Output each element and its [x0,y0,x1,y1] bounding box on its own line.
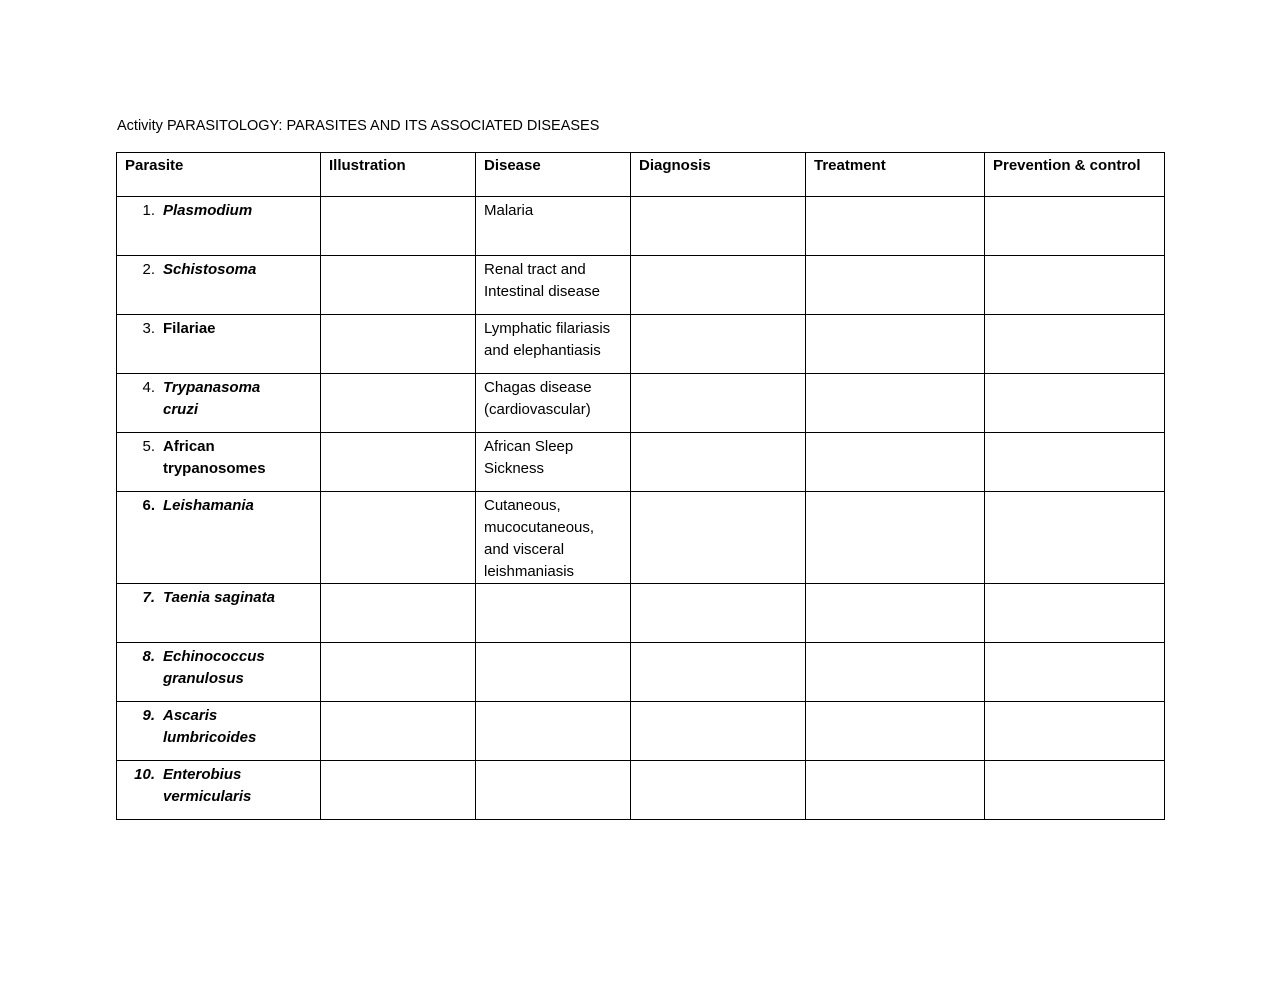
parasite-name: Leishamania [163,497,254,514]
row-number: 4. [142,379,155,396]
table-row [117,433,1165,492]
table-row [117,584,1165,643]
illustration-cell[interactable] [321,197,476,256]
parasite-cell [117,197,321,256]
header-illustration: Illustration [321,153,476,197]
row-number: 5. [142,438,155,455]
table-row [117,315,1165,374]
diagnosis-cell[interactable] [631,374,806,433]
disease-cell: Lymphatic filariasis and elephantiasis [476,315,631,374]
treatment-cell[interactable] [806,374,985,433]
treatment-cell[interactable] [806,197,985,256]
parasite-name: Plasmodium [163,202,253,219]
header-parasite: Parasite [117,153,321,197]
prevention-cell[interactable] [985,433,1165,492]
table-row [117,643,1165,702]
disease-cell: African Sleep Sickness [476,433,631,492]
parasite-name: Taenia saginata [163,589,275,606]
table-row [117,702,1165,761]
header-prevention: Prevention & control [985,153,1165,197]
treatment-cell[interactable] [806,492,985,584]
parasite-cell [117,643,321,702]
parasite-cell [117,374,321,433]
prevention-cell[interactable] [985,584,1165,643]
document-title: Activity PARASITOLOGY: PARASITES AND ITS ASSOCIATED DISEASES [117,118,600,134]
disease-cell[interactable] [476,761,631,820]
diagnosis-cell[interactable] [631,256,806,315]
parasite-cell [117,315,321,374]
row-number: 10. [134,766,155,783]
disease-cell[interactable] [476,643,631,702]
header-row [117,153,1165,197]
parasite-table [116,152,1165,820]
parasite-name: Schistosoma [163,261,257,278]
treatment-cell[interactable] [806,702,985,761]
disease-cell: Malaria [476,197,631,256]
header-disease: Disease [476,153,631,197]
diagnosis-cell[interactable] [631,761,806,820]
row-number: 2. [142,261,155,278]
parasite-cell [117,761,321,820]
illustration-cell[interactable] [321,256,476,315]
parasite-cell [117,702,321,761]
treatment-cell[interactable] [806,256,985,315]
table-row [117,197,1165,256]
disease-cell: Renal tract and Intestinal disease [476,256,631,315]
header-diagnosis: Diagnosis [631,153,806,197]
illustration-cell[interactable] [321,374,476,433]
disease-cell: Chagas disease (cardiovascular) [476,374,631,433]
parasite-cell [117,433,321,492]
prevention-cell[interactable] [985,761,1165,820]
illustration-cell[interactable] [321,643,476,702]
diagnosis-cell[interactable] [631,433,806,492]
parasite-cell [117,584,321,643]
diagnosis-cell[interactable] [631,702,806,761]
row-number: 3. [142,320,155,337]
prevention-cell[interactable] [985,374,1165,433]
row-number: 1. [142,202,155,219]
row-number: 9. [142,707,155,724]
disease-cell[interactable] [476,702,631,761]
parasite-name: Ascaris lumbricoides [163,707,257,746]
treatment-cell[interactable] [806,761,985,820]
treatment-cell[interactable] [806,315,985,374]
row-number: 8. [142,648,155,665]
parasite-cell [117,492,321,584]
treatment-cell[interactable] [806,643,985,702]
diagnosis-cell[interactable] [631,643,806,702]
illustration-cell[interactable] [321,702,476,761]
prevention-cell[interactable] [985,492,1165,584]
row-number: 7. [142,589,155,606]
prevention-cell[interactable] [985,643,1165,702]
diagnosis-cell[interactable] [631,197,806,256]
table-row [117,374,1165,433]
parasite-cell [117,256,321,315]
illustration-cell[interactable] [321,584,476,643]
parasite-name: African trypanosomes [163,438,266,477]
table-row [117,761,1165,820]
illustration-cell[interactable] [321,761,476,820]
prevention-cell[interactable] [985,197,1165,256]
treatment-cell[interactable] [806,584,985,643]
diagnosis-cell[interactable] [631,492,806,584]
illustration-cell[interactable] [321,433,476,492]
prevention-cell[interactable] [985,702,1165,761]
disease-cell[interactable] [476,584,631,643]
illustration-cell[interactable] [321,492,476,584]
illustration-cell[interactable] [321,315,476,374]
disease-cell: Cutaneous, mucocutaneous, and visceral leishmaniasis [476,492,631,584]
treatment-cell[interactable] [806,433,985,492]
row-number: 6. [142,497,155,514]
table-row [117,492,1165,584]
parasite-name: Filariae [163,320,216,337]
prevention-cell[interactable] [985,315,1165,374]
parasite-name: Echinococcus granulosus [163,648,265,687]
diagnosis-cell[interactable] [631,315,806,374]
table-row [117,256,1165,315]
prevention-cell[interactable] [985,256,1165,315]
header-treatment: Treatment [806,153,985,197]
diagnosis-cell[interactable] [631,584,806,643]
parasite-name: Trypanasoma cruzi [163,379,261,418]
parasite-name: Enterobius vermicularis [163,766,252,805]
